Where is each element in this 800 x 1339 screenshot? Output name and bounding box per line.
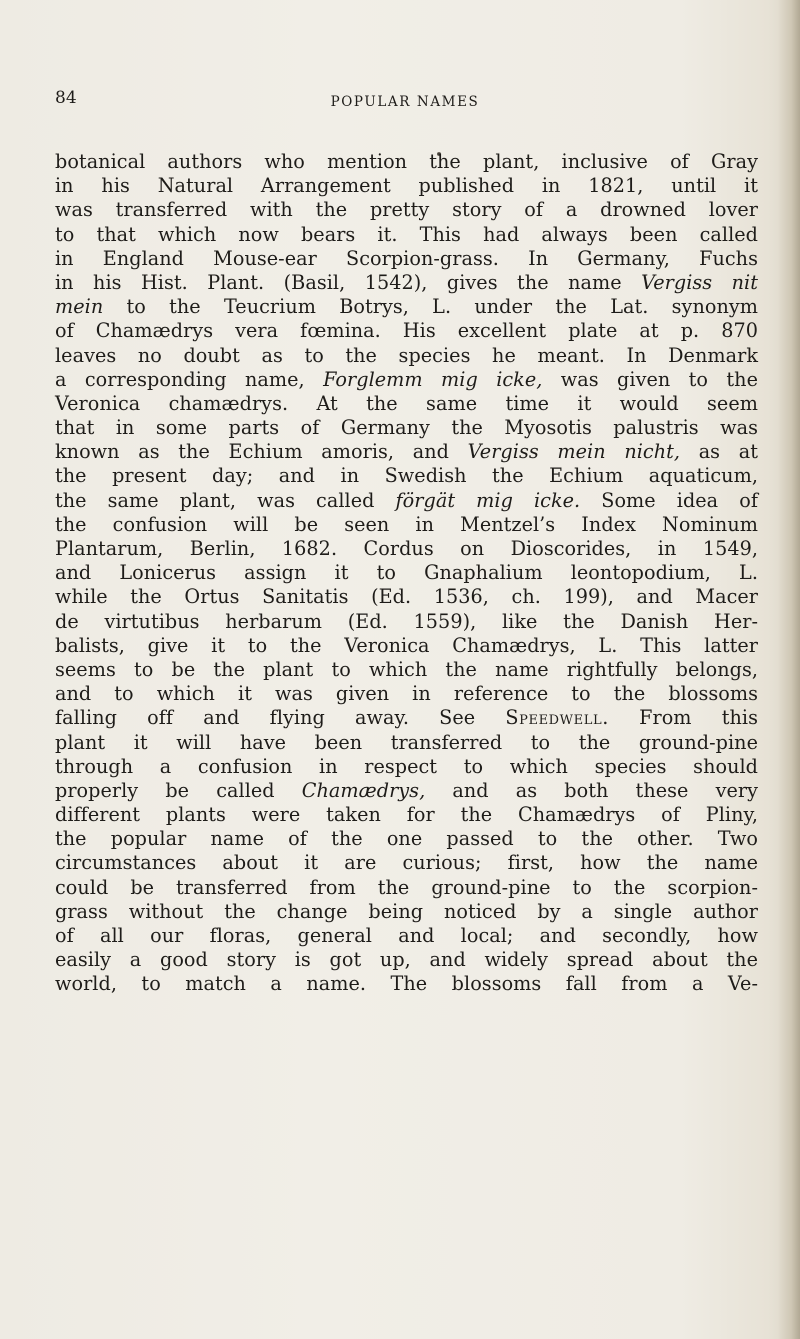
page-number: 84 (55, 88, 77, 108)
text-line: through a confusion in respect to which species should (55, 754, 758, 778)
text-line: Veronica chamædrys. At the same time it would seem (55, 391, 758, 415)
text-line: seems to be the plant to which the name rightfully belongs, (55, 657, 758, 681)
text-line: de virtutibus herbarum (Ed. 1559), like the Danish Her- (55, 609, 758, 633)
text-line: botanical authors who mention the plant, inclusive of Gray (55, 150, 758, 173)
text-line: the confusion will be seen in Mentzel’s Index Nominum (55, 512, 758, 536)
italic-term: Vergiss nit (641, 270, 758, 294)
text-line: Plantarum, Berlin, 1682. Cordus on Dioscorides, in 1549, (55, 537, 758, 560)
text-line: different plants were taken for the Chamædrys of Pliny, (55, 803, 758, 827)
cross-reference: Speedwell. (505, 706, 609, 730)
text-line: world, to match a name. The blossoms fall from a Ve- (55, 972, 758, 996)
text-line: was transferred with the pretty story of a drowned lover (55, 198, 758, 222)
text-line: leaves no doubt as to the species he meant. In Denmark (55, 343, 758, 367)
body-text (55, 150, 758, 997)
text-line: the popular name of the one passed to the other. Two (55, 827, 758, 851)
text-line: in England Mouse-ear Scorpion-grass. In Germany, Fuchs (55, 246, 758, 270)
text-line: plant it will have been transferred to the ground-pine (55, 730, 758, 754)
text-line: a corresponding name, Forglemm mig icke, was given to the (55, 367, 758, 391)
italic-term: Chamædrys, (301, 778, 426, 802)
page-edge-shadow (778, 0, 800, 1339)
text-line: of Chamædrys vera fœmina. His excellent plate at p. 870 (55, 319, 758, 343)
page-header (55, 88, 755, 118)
text-line: and Lonicerus assign it to Gnaphalium leontopodium, L. (55, 561, 758, 585)
text-line: could be transferred from the ground-pine to the scorpion- (55, 875, 758, 899)
italic-term: mein (55, 295, 104, 319)
text-line: in his Natural Arrangement published in 1821, until it (55, 174, 758, 198)
text-line: that in some parts of Germany the Myosotis palustris was (55, 416, 758, 440)
text-line: falling off and flying away. See Speedwell. From this (55, 706, 758, 730)
running-head: POPULAR NAMES (330, 94, 480, 110)
text-line: the same plant, was called förgät mig icke. Some idea of (55, 488, 758, 512)
text-line: of all our floras, general and local; and secondly, how (55, 924, 758, 947)
text-line: balists, give it to the Veronica Chamædrys, L. This latter (55, 633, 758, 657)
text-line: properly be called Chamædrys, and as both these very (55, 778, 758, 802)
text-line: in his Hist. Plant. (Basil, 1542), gives the name Vergiss nit (55, 270, 758, 294)
italic-term: förgät mig icke. (395, 488, 581, 512)
text-line: known as the Echium amoris, and Vergiss mein nicht, as at (55, 440, 759, 464)
text-line: to that which now bears it. This had always been called (55, 222, 758, 246)
text-line: and to which it was given in reference to the blossoms (55, 682, 758, 706)
italic-term: Forglemm mig icke, (323, 367, 543, 391)
italic-term: Vergiss mein nicht, (467, 440, 681, 464)
text-line: circumstances about it are curious; first, how the name (55, 851, 758, 875)
text-line: mein to the Teucrium Botrys, L. under the Lat. synonym (55, 295, 758, 319)
text-line: while the Ortus Sanitatis (Ed. 1536, ch. 199), and Macer (55, 585, 758, 609)
text-line: the present day; and in Swedish the Echium aquaticum, (55, 464, 758, 488)
text-line: grass without the change being noticed by a single author (55, 899, 758, 923)
text-line: easily a good story is got up, and widely spread about the (55, 948, 758, 972)
